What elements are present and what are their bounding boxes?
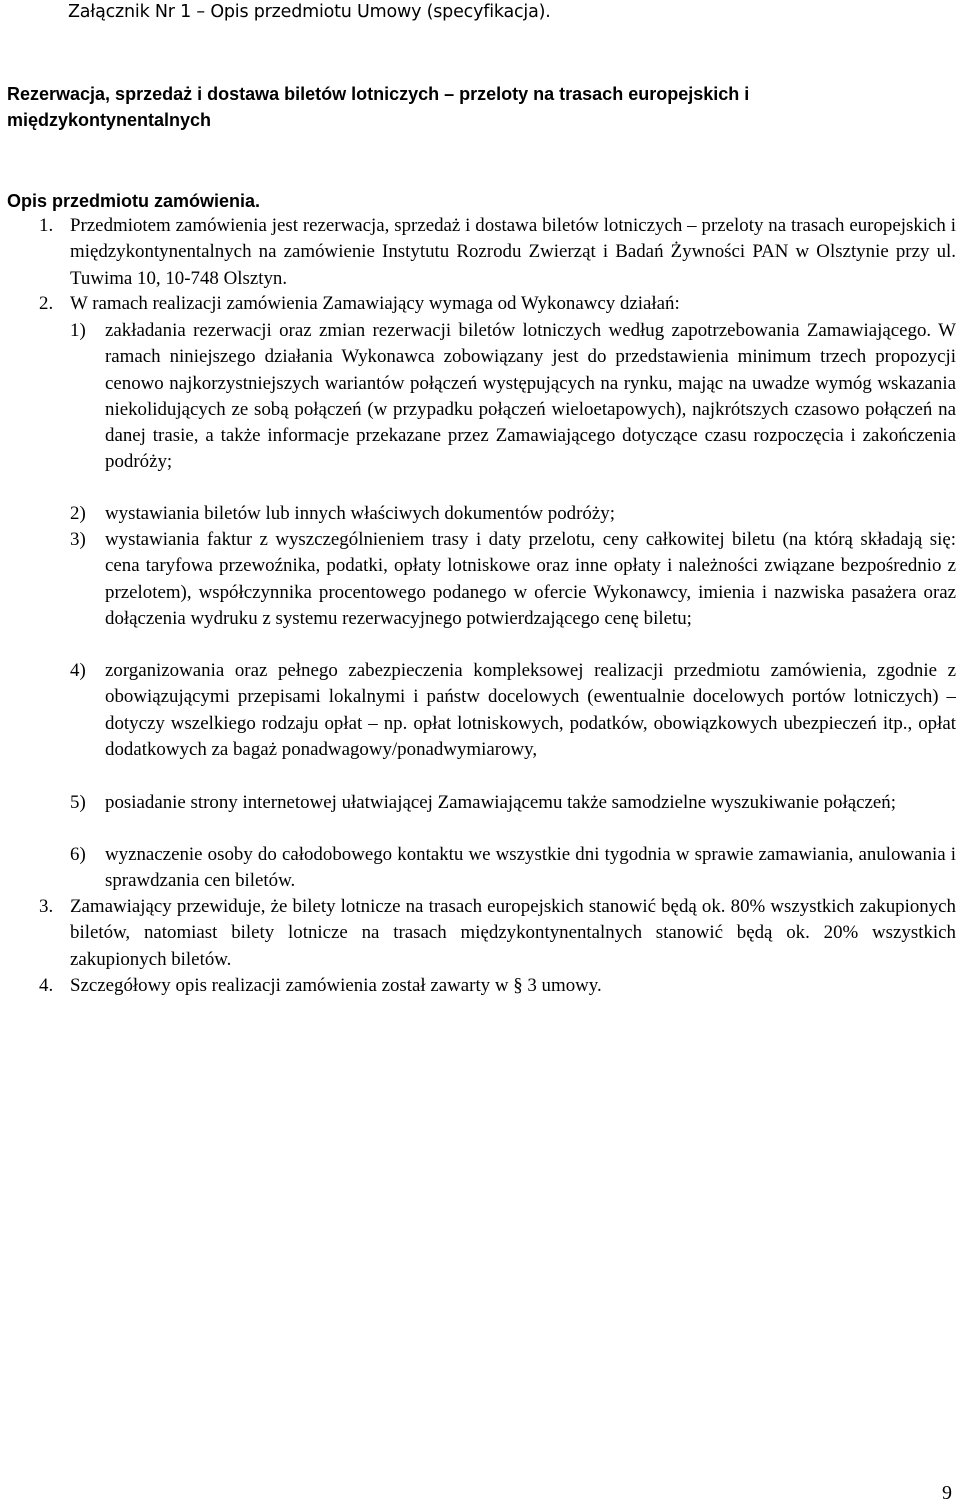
subpoint-text: posiadanie strony internetowej ułatwiającej Zamawiającemu także samodzielne wyszukiwanie połączeń; — [105, 792, 896, 813]
point-number: 3. — [39, 896, 54, 917]
point-text: Zamawiający przewiduje, że bilety lotnicze na trasach europejskich stanowić będą ok. 80% wszystkich zakupionych biletów, natomiast bilety lotnicze na trasach międzykontynentalnych stanowić będą ok. 20% wszystkich zakupionych biletów. — [70, 896, 956, 970]
subpoint-number: 6) — [70, 844, 86, 865]
page-number: 9 — [942, 1482, 952, 1504]
subpoint-number: 2) — [70, 503, 86, 524]
subpoint-number: 5) — [70, 792, 86, 813]
subpoint-text: wystawiania biletów lub innych właściwych dokumentów podróży; — [105, 503, 615, 524]
subpoint-text: wystawiania faktur z wyszczególnieniem trasy i daty przelotu, ceny całkowitej biletu (na którą składają się: cena taryfowa przewoźnika, podatki, opłaty lotniskowe oraz inne opłaty i należności związane bezpośrednio z przelotem), współczynnika procentowego podanego w ofercie Wykonawcy, imienia i nazwiska pasażera oraz dołączenia wydruku z systemu rezerwacyjnego potwierdzającego cenę biletu; — [105, 529, 956, 629]
section-title: Opis przedmiotu zamówienia. — [7, 191, 261, 211]
point-number: 1. — [39, 215, 54, 236]
point-number: 4. — [39, 975, 54, 996]
subpoint-number: 1) — [70, 320, 86, 341]
document-heading: Rezerwacja, sprzedaż i dostawa biletów lotniczych – przeloty na trasach europejskich i międzykontynentalnych — [7, 84, 750, 130]
subpoint-text: zakładania rezerwacji oraz zmian rezerwacji biletów lotniczych według zapotrzebowania Zamawiającego. W ramach niniejszego działania Wykonawca zobowiązany jest do przedstawienia minimum trzech propozycji cenowo najkorzystniejszych wariantów połączeń występujących na rynku, mając na uwadze wymóg wskazania niekolidujących ze sobą połączeń (w przypadku połączeń wieloetapowych), najkrótszych czasowo połączeń na danej trasie, a także informacje przekazane przez Zamawiającego dotyczące czasu rozpoczęcia i zakończenia podróży; — [105, 320, 956, 473]
point-text: Szczegółowy opis realizacji zamówienia został zawarty w § 3 umowy. — [70, 975, 602, 996]
subpoint-text: zorganizowania oraz pełnego zabezpieczenia kompleksowej realizacji przedmiotu zamówienia, zgodnie z obowiązującymi przepisami lokalnymi i państw docelowych (ewentualnie docelowych portów lotniczych) – dotyczy wszelkiego rodzaju opłat – np. opłat lotniskowych, podatków, obowiązkowych ubezpieczeń itp., opłat dodatkowych za bagaż ponadwagowy/ponadwymiarowy, — [105, 660, 956, 760]
point-number: 2. — [39, 293, 54, 314]
header-title: Załącznik Nr 1 – Opis przedmiotu Umowy (specyfikacja). — [68, 2, 551, 22]
subpoint-number: 3) — [70, 529, 86, 550]
point-text: Przedmiotem zamówienia jest rezerwacja, sprzedaż i dostawa biletów lotniczych – przeloty na trasach europejskich i międzykontynentalnych na zamówienie Instytutu Rozrodu Zwierząt i Badań Żywności PAN w Olsztynie przy ul. Tuwima 10, 10-748 Olsztyn. — [70, 215, 956, 289]
subpoint-text: wyznaczenie osoby do całodobowego kontaktu we wszystkie dni tygodnia w sprawie zamawiania, anulowania i sprawdzania cen biletów. — [105, 844, 956, 892]
subpoint-number: 4) — [70, 660, 86, 681]
point-text: W ramach realizacji zamówienia Zamawiający wymaga od Wykonawcy działań: — [70, 293, 680, 314]
